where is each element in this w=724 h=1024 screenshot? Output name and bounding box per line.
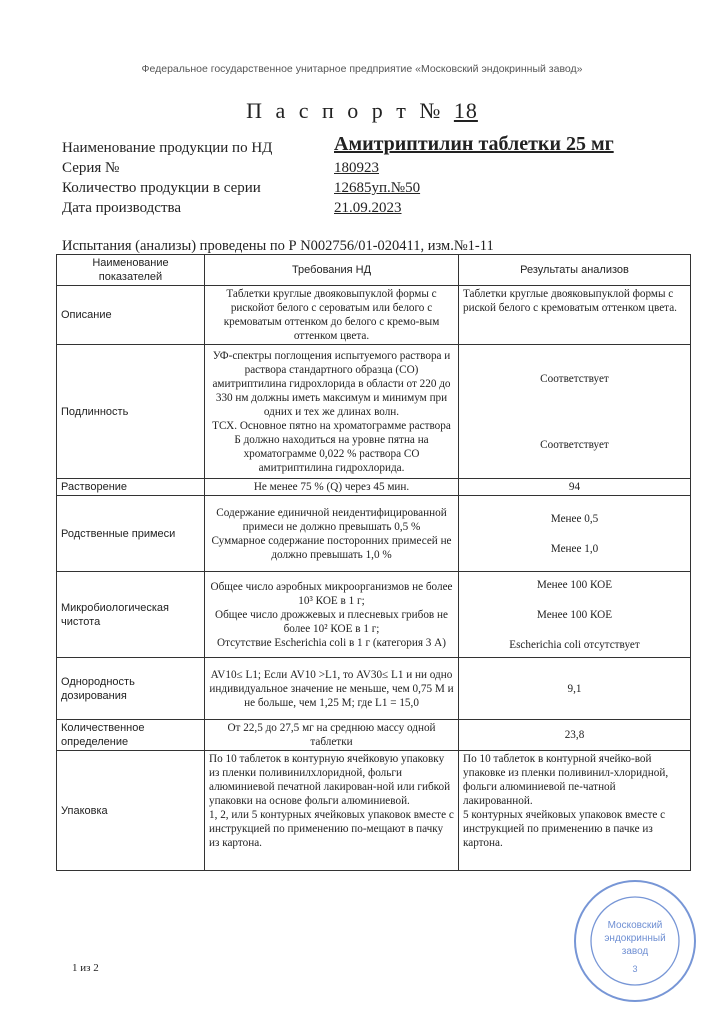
passport-number: 18: [453, 98, 478, 123]
result-text: Соответствует: [540, 438, 609, 451]
requirement-text: 1, 2, или 5 контурных ячейковых упаковок вместе с инструкцией по применению по-мещают в пачку из картона.: [209, 809, 454, 849]
indicator-name: Количественное определение: [57, 720, 205, 751]
table-row: [57, 496, 691, 572]
result-text: Таблетки круглые двояковыпуклой формы с риской белого с кремоватым оттенком цвета.: [463, 288, 677, 314]
requirement-text: Общее число аэробных микроорганизмов не более 10³ КОЕ в 1 г;: [210, 580, 453, 607]
indicator-name: Описание: [57, 286, 205, 345]
info-row-quantity: [62, 178, 614, 198]
table-header-row: [57, 255, 691, 286]
info-label: Наименование продукции по НД: [62, 140, 273, 156]
tests-line: Испытания (анализы) проведены по Р N002756/01-020411, изм.№1-11: [62, 238, 494, 254]
requirement-cell: [205, 658, 459, 720]
result-cell: [459, 479, 691, 496]
indicator-name: Однородность дозирования: [57, 658, 205, 720]
requirement-text: ТСХ. Основное пятно на хроматограмме раствора Б должно находиться на уровне пятна на хроматограмме 0,022 % раствора СО амитриптилина гидрохлорида.: [212, 419, 451, 474]
product-info: [62, 133, 614, 218]
info-row-product: [62, 133, 614, 158]
table-row: [57, 658, 691, 720]
info-row-series: [62, 158, 614, 178]
requirement-text: AV10≤ L1; Если AV10 >L1, то AV30≤ L1 и ни одно индивидуальное значение не меньше, чем 0,75 М и не больше, чем 1,25 М; где L1 = 15,0: [209, 668, 454, 709]
result-text: Соответствует: [540, 372, 609, 385]
requirement-cell: [205, 572, 459, 658]
requirement-cell: [205, 720, 459, 751]
column-header: Требования НД: [205, 255, 459, 286]
table-row: [57, 572, 691, 658]
result-cell: [459, 658, 691, 720]
company-stamp-icon: [572, 878, 698, 1004]
result-text: Escherichia coli отсутствует: [509, 638, 640, 651]
table-row: [57, 345, 691, 479]
table-row: [57, 286, 691, 345]
requirement-text: Таблетки круглые двояковыпуклой формы с рискойот белого с сероватым или белого с кремоватым оттенком до белого с кремо-вым оттенком цвета.: [223, 288, 440, 342]
result-text: Менее 100 КОЕ: [536, 608, 613, 621]
requirement-text: Общее число дрожжевых и плесневых грибов не более 10² КОЕ в 1 г;: [215, 608, 448, 635]
result-text: 94: [568, 481, 581, 493]
requirement-text: Отсутствие Escherichia coli в 1 г (категория 3 А): [217, 636, 446, 649]
result-text: По 10 таблеток в контурной ячейко-вой упаковке из пленки поливинил-хлоридной, фольги алюминиевой пе-чатной лакированной.: [463, 753, 669, 807]
result-text: Менее 1,0: [550, 542, 599, 555]
column-header: Наименование показателей: [57, 255, 205, 286]
page-number: 1 из 2: [72, 962, 99, 974]
requirement-cell: [205, 286, 459, 345]
stamp-digit: 3: [632, 964, 638, 974]
requirement-cell: [205, 751, 459, 871]
requirement-text: УФ-спектры поглощения испытуемого раствора и раствора стандартного образца (СО) амитриптилина гидрохлорида в области от 220 до 330 нм должны иметь максимум и минимум при одних и тех же длинах волн.: [212, 349, 451, 418]
indicator-name: Растворение: [57, 479, 205, 496]
requirement-cell: [205, 479, 459, 496]
quantity-value: 12685уп.№50: [334, 180, 421, 196]
indicator-name: Родственные примеси: [57, 496, 205, 572]
result-text: 9,1: [567, 682, 582, 695]
product-name: Амитриптилин таблетки 25 мг: [334, 133, 614, 155]
result-cell: [459, 572, 691, 658]
result-cell: [459, 751, 691, 871]
analysis-table: [56, 254, 691, 871]
info-label: Дата производства: [62, 200, 182, 216]
stamp-text: завод: [621, 946, 649, 957]
indicator-name: Микробиологическая чистота: [57, 572, 205, 658]
result-cell: [459, 496, 691, 572]
series-number: 180923: [334, 160, 379, 176]
info-row-date: [62, 198, 614, 218]
column-header: Результаты анализов: [459, 255, 691, 286]
requirement-text: От 22,5 до 27,5 мг на среднюю массу одной таблетки: [227, 722, 436, 748]
result-text: 23,8: [564, 729, 585, 741]
organization-header: Федеральное государственное унитарное предприятие «Московский эндокринный завод»: [141, 63, 583, 75]
stamp-text: Московский: [607, 920, 663, 931]
requirement-text: По 10 таблеток в контурную ячейковую упаковку из пленки поливинилхлоридной, фольги алюминиевой печатной лакирован-ной или гибкой упаковки на основе фольги алюминиевой.: [209, 753, 451, 807]
indicator-name: Подлинность: [57, 345, 205, 479]
stamp-text: эндокринный: [604, 933, 666, 944]
info-label: Количество продукции в серии: [62, 180, 261, 196]
result-cell: [459, 345, 691, 479]
result-text: Менее 0,5: [550, 512, 599, 525]
requirement-text: Суммарное содержание посторонних примесей не должно превышать 1,0 %: [211, 534, 452, 561]
indicator-name: Упаковка: [57, 751, 205, 871]
result-text: Менее 100 КОЕ: [536, 578, 613, 591]
requirement-cell: [205, 496, 459, 572]
info-label: Серия №: [62, 160, 120, 176]
requirement-cell: [205, 345, 459, 479]
title-prefix: П а с п о р т №: [246, 98, 445, 123]
table-row: [57, 720, 691, 751]
result-cell: [459, 286, 691, 345]
passport-title: [0, 98, 724, 124]
requirement-text: Не менее 75 % (Q) через 45 мин.: [253, 481, 410, 493]
production-date: 21.09.2023: [334, 200, 402, 216]
result-text: 5 контурных ячейковых упаковок вместе с инструкцией по применению в пачке из картона.: [463, 809, 666, 849]
requirement-text: Содержание единичной неидентифицированной примеси не должно превышать 0,5 %: [216, 506, 447, 533]
table-row: [57, 479, 691, 496]
result-cell: [459, 720, 691, 751]
table-row: [57, 751, 691, 871]
